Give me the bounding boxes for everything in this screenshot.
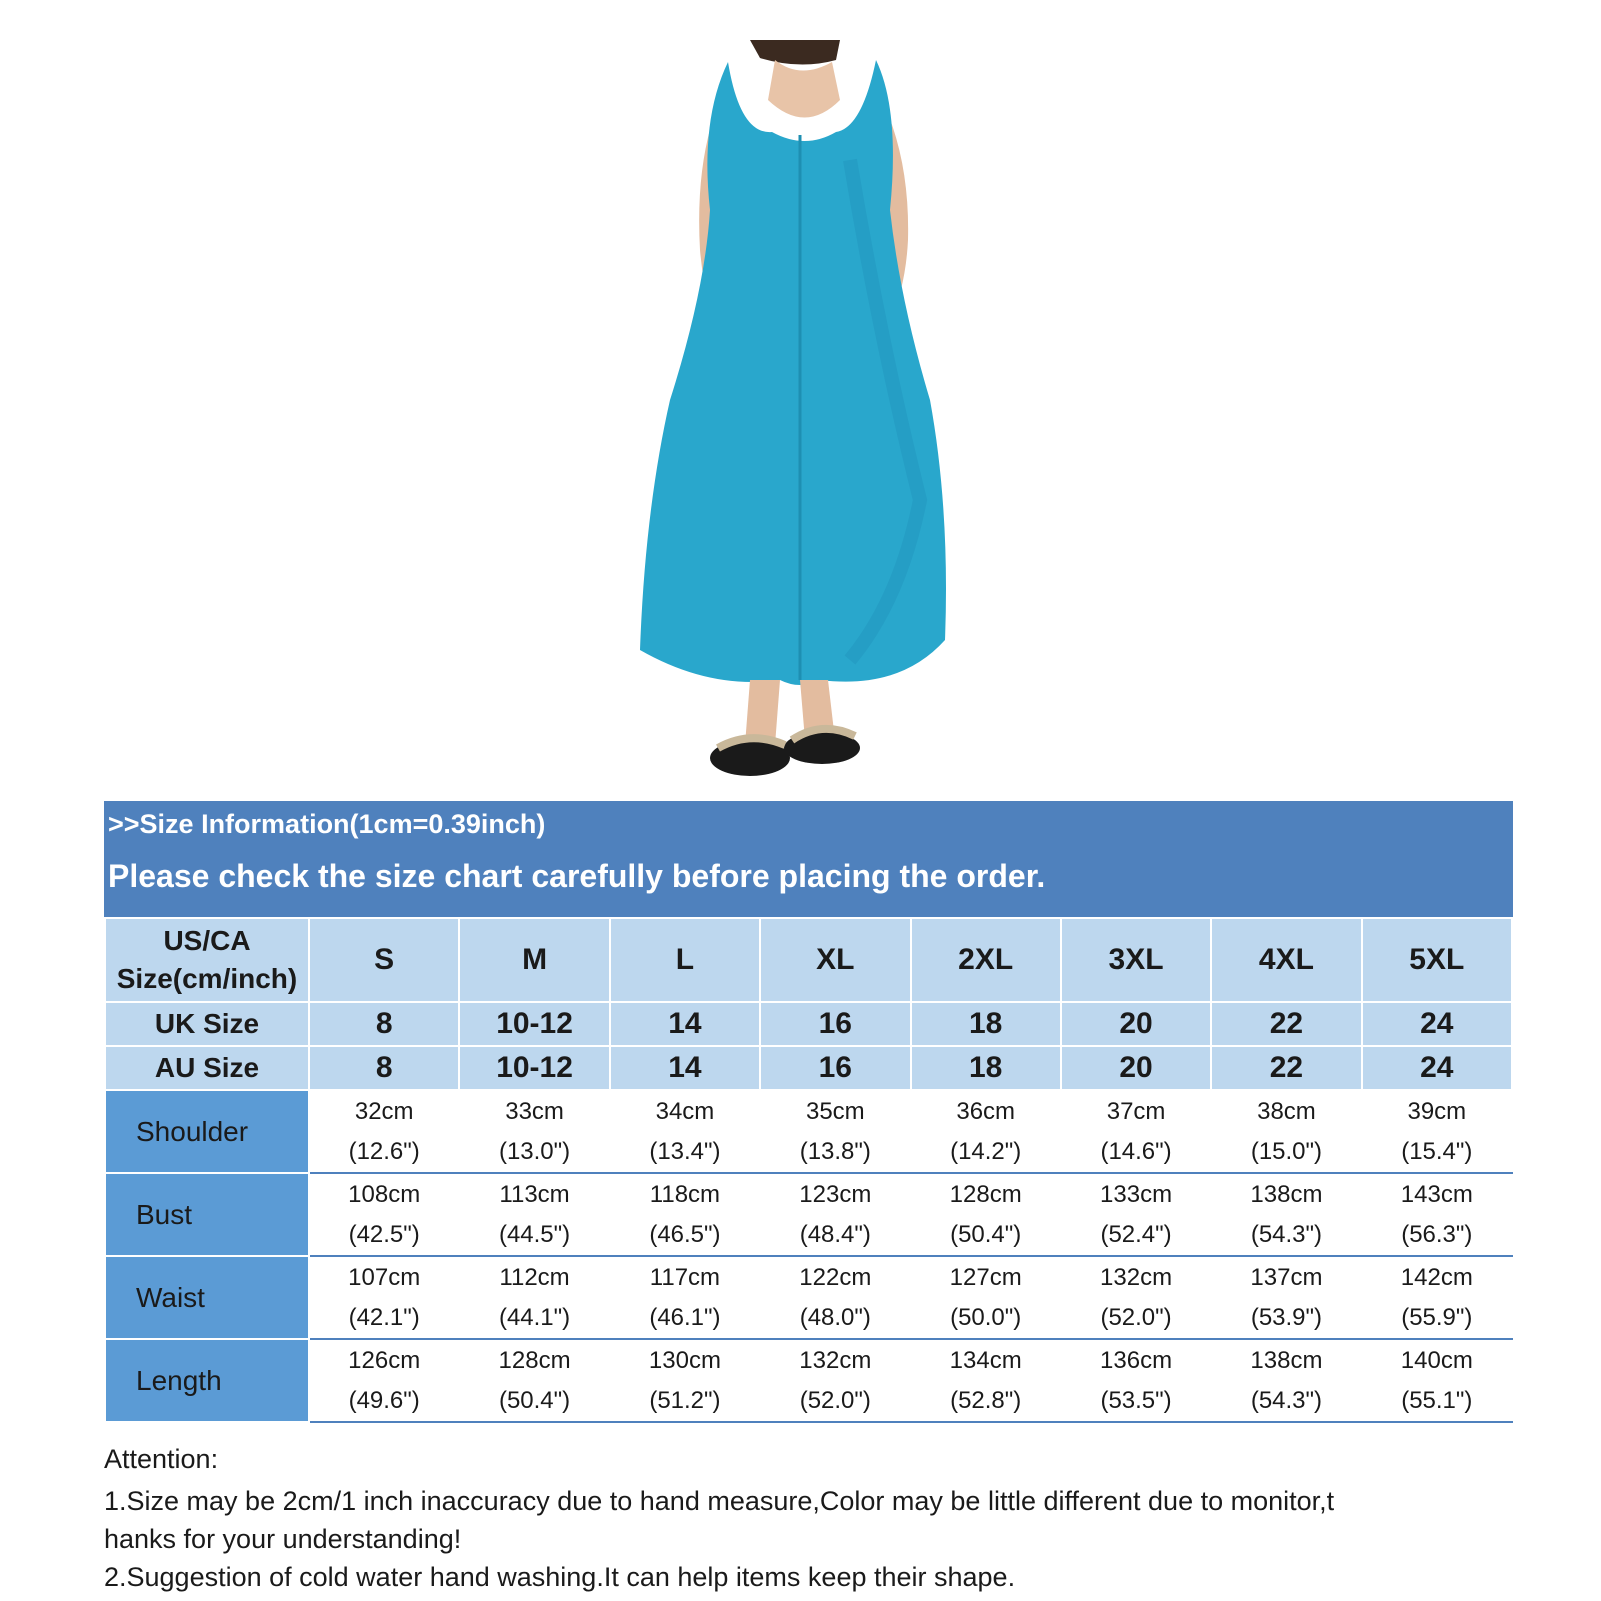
- us-size-label-line: US/CA: [163, 925, 251, 956]
- size-header-cell: L: [610, 918, 760, 1002]
- uk-size-cell: 22: [1211, 1002, 1361, 1046]
- au-size-cell: 10-12: [459, 1046, 609, 1090]
- waist-cm-value: 137cm: [1250, 1263, 1323, 1291]
- length-cm-value: 138cm: [1250, 1346, 1323, 1374]
- note-line-2: 2.Suggestion of cold water hand washing.It can help items keep their shape.: [104, 1562, 1016, 1592]
- size-chart-notice: Please check the size chart carefully before placing the order.: [104, 847, 1513, 917]
- length-value-cell: [1211, 1339, 1361, 1422]
- note-line-1-continued: hanks for your understanding!: [104, 1524, 462, 1554]
- au-size-cell: 14: [610, 1046, 760, 1090]
- bust-inch-value: (42.5"): [348, 1220, 420, 1248]
- length-inch-value: (52.0"): [799, 1386, 871, 1414]
- length-value-cell: [459, 1339, 609, 1422]
- length-inch-value: (49.6"): [348, 1386, 420, 1414]
- shoulder-inch-value: (12.6"): [348, 1137, 420, 1165]
- length-value-cell: [309, 1339, 459, 1422]
- bust-value-cell: [911, 1173, 1061, 1256]
- bust-inch-value: (52.4"): [1100, 1220, 1172, 1248]
- note-line-1: 1.Size may be 2cm/1 inch inaccuracy due to hand measure,Color may be little different due to monitor,t: [104, 1486, 1335, 1516]
- bust-inch-value: (48.4"): [799, 1220, 871, 1248]
- shoulder-cm-value: 37cm: [1106, 1097, 1166, 1125]
- size-info-header: >>Size Information(1cm=0.39inch): [104, 801, 1513, 847]
- waist-value-cell: [459, 1256, 609, 1339]
- shoulder-inch-value: (14.2"): [950, 1137, 1022, 1165]
- bust-cm-value: 118cm: [649, 1180, 721, 1208]
- size-header-cell: XL: [760, 918, 910, 1002]
- shoulder-inch-value: (13.0"): [498, 1137, 571, 1165]
- us-size-label: [105, 918, 309, 1002]
- waist-value-cell: [1362, 1256, 1512, 1339]
- au-size-label: AU Size: [105, 1046, 309, 1090]
- waist-inch-value: (42.1"): [348, 1303, 420, 1331]
- waist-inch-value: (52.0"): [1100, 1303, 1172, 1331]
- uk-size-cell: 16: [760, 1002, 910, 1046]
- bust-inch-value: (46.5"): [649, 1220, 721, 1248]
- uk-size-cell: 18: [911, 1002, 1061, 1046]
- shoulder-cm-value: 39cm: [1407, 1097, 1467, 1125]
- bust-cm-value: 138cm: [1250, 1180, 1323, 1208]
- shoulder-cm-value: 34cm: [655, 1097, 715, 1125]
- length-cm-value: 132cm: [799, 1346, 872, 1374]
- waist-cm-value: 117cm: [649, 1263, 721, 1291]
- bust-value-cell: [1061, 1173, 1211, 1256]
- uk-size-cell: 20: [1061, 1002, 1211, 1046]
- size-header-cell: 3XL: [1061, 918, 1211, 1002]
- length-inch-value: (55.1"): [1401, 1386, 1473, 1414]
- shoulder-inch-value: (15.0"): [1250, 1137, 1323, 1165]
- bust-value-cell: [610, 1173, 760, 1256]
- uk-size-cell: 14: [610, 1002, 760, 1046]
- length-value-cell: [760, 1339, 910, 1422]
- waist-inch-value: (55.9"): [1401, 1303, 1473, 1331]
- waist-cm-value: 127cm: [949, 1263, 1022, 1291]
- bust-cm-value: 143cm: [1400, 1180, 1473, 1208]
- size-header-cell: M: [459, 918, 609, 1002]
- waist-cm-value: 142cm: [1400, 1263, 1473, 1291]
- table-row-us-size: [105, 918, 1512, 1002]
- length-value-cell: [1061, 1339, 1211, 1422]
- length-inch-value: (54.3"): [1250, 1386, 1323, 1414]
- table-row-au-size: [105, 1046, 1512, 1090]
- waist-inch-value: (50.0"): [950, 1303, 1022, 1331]
- table-row-waist: [105, 1256, 1512, 1339]
- shoulder-inch-value: (13.8"): [799, 1137, 871, 1165]
- bust-value-cell: [1362, 1173, 1512, 1256]
- length-inch-value: (51.2"): [649, 1386, 721, 1414]
- shoulder-inch-value: (15.4"): [1401, 1137, 1473, 1165]
- au-size-cell: 22: [1211, 1046, 1361, 1090]
- waist-inch-value: (44.1"): [498, 1303, 571, 1331]
- length-value-cell: [1362, 1339, 1512, 1422]
- shoulder-cm-value: 32cm: [354, 1097, 414, 1125]
- length-inch-value: (50.4"): [498, 1386, 571, 1414]
- shoulder-inch-value: (13.4"): [649, 1137, 721, 1165]
- uk-size-cell: 8: [309, 1002, 459, 1046]
- length-inch-value: (52.8"): [950, 1386, 1022, 1414]
- shoulder-cm-value: 33cm: [505, 1097, 564, 1125]
- bust-value-cell: [309, 1173, 459, 1256]
- au-size-cell: 18: [911, 1046, 1061, 1090]
- shoulder-value-cell: [1362, 1090, 1512, 1173]
- size-header-cell: 2XL: [911, 918, 1061, 1002]
- shoulder-inch-value: (14.6"): [1100, 1137, 1172, 1165]
- attention-notes: [104, 1440, 1504, 1596]
- shoulder-value-cell: [309, 1090, 459, 1173]
- shoulder-value-cell: [760, 1090, 910, 1173]
- au-size-cell: 24: [1362, 1046, 1512, 1090]
- length-cm-value: 126cm: [348, 1346, 421, 1374]
- shoulder-value-cell: [911, 1090, 1061, 1173]
- bust-inch-value: (56.3"): [1401, 1220, 1473, 1248]
- length-value-cell: [911, 1339, 1061, 1422]
- length-cm-value: 130cm: [648, 1346, 721, 1374]
- waist-value-cell: [760, 1256, 910, 1339]
- shoulder-label: Shoulder: [105, 1090, 309, 1173]
- au-size-cell: 8: [309, 1046, 459, 1090]
- bust-cm-value: 133cm: [1100, 1180, 1173, 1208]
- size-header-cell: S: [309, 918, 459, 1002]
- bust-inch-value: (44.5"): [498, 1220, 571, 1248]
- shoulder-cm-value: 36cm: [956, 1097, 1016, 1125]
- bust-cm-value: 113cm: [499, 1180, 570, 1208]
- shoulder-value-cell: [1211, 1090, 1361, 1173]
- length-cm-value: 128cm: [498, 1346, 571, 1374]
- size-header-cell: 4XL: [1211, 918, 1361, 1002]
- waist-value-cell: [309, 1256, 459, 1339]
- bust-label: Bust: [105, 1173, 309, 1256]
- waist-cm-value: 107cm: [348, 1263, 421, 1291]
- skin-chest: [768, 60, 840, 118]
- waist-cm-value: 112cm: [499, 1263, 570, 1291]
- product-photo: [600, 40, 1020, 800]
- bust-inch-value: (50.4"): [950, 1220, 1022, 1248]
- bust-value-cell: [1211, 1173, 1361, 1256]
- size-chart: [104, 801, 1513, 1423]
- waist-value-cell: [911, 1256, 1061, 1339]
- us-size-label-line: Size(cm/inch): [116, 963, 298, 994]
- shoulder-value-cell: [610, 1090, 760, 1173]
- hair: [750, 40, 840, 65]
- waist-cm-value: 132cm: [1100, 1263, 1173, 1291]
- length-value-cell: [610, 1339, 760, 1422]
- au-size-cell: 16: [760, 1046, 910, 1090]
- waist-value-cell: [610, 1256, 760, 1339]
- bust-cm-value: 123cm: [799, 1180, 872, 1208]
- waist-inch-value: (53.9"): [1250, 1303, 1323, 1331]
- waist-value-cell: [1061, 1256, 1211, 1339]
- waist-label: Waist: [105, 1256, 309, 1339]
- length-label: Length: [105, 1339, 309, 1422]
- waist-cm-value: 122cm: [799, 1263, 872, 1291]
- size-header-cell: 5XL: [1362, 918, 1512, 1002]
- bust-cm-value: 128cm: [949, 1180, 1022, 1208]
- size-table: [104, 917, 1513, 1423]
- shoulder-value-cell: [459, 1090, 609, 1173]
- length-inch-value: (53.5"): [1100, 1386, 1172, 1414]
- length-cm-value: 136cm: [1100, 1346, 1173, 1374]
- table-row-shoulder: [105, 1090, 1512, 1173]
- length-cm-value: 134cm: [949, 1346, 1022, 1374]
- table-row-bust: [105, 1173, 1512, 1256]
- bust-value-cell: [760, 1173, 910, 1256]
- shoulder-cm-value: 38cm: [1257, 1097, 1316, 1125]
- uk-size-cell: 10-12: [459, 1002, 609, 1046]
- waist-value-cell: [1211, 1256, 1361, 1339]
- shoulder-value-cell: [1061, 1090, 1211, 1173]
- uk-size-label: UK Size: [105, 1002, 309, 1046]
- table-row-uk-size: [105, 1002, 1512, 1046]
- table-row-length: [105, 1339, 1512, 1422]
- uk-size-cell: 24: [1362, 1002, 1512, 1046]
- au-size-cell: 20: [1061, 1046, 1211, 1090]
- bust-cm-value: 108cm: [348, 1180, 421, 1208]
- length-cm-value: 140cm: [1400, 1346, 1473, 1374]
- waist-inch-value: (46.1"): [649, 1303, 721, 1331]
- attention-title: Attention:: [104, 1444, 219, 1474]
- bust-value-cell: [459, 1173, 609, 1256]
- bust-inch-value: (54.3"): [1250, 1220, 1323, 1248]
- shoulder-cm-value: 35cm: [805, 1097, 865, 1125]
- waist-inch-value: (48.0"): [799, 1303, 871, 1331]
